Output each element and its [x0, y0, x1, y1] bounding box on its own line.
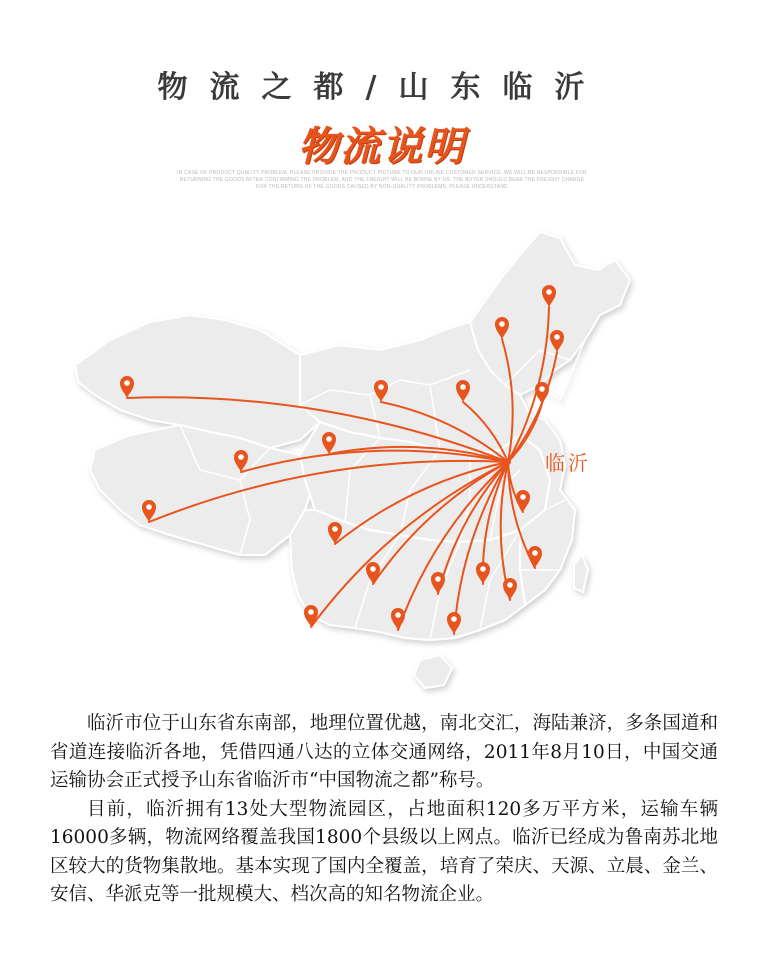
page-subtitle: 物流之都/山东临沂: [157, 70, 607, 105]
page-title: 物流说明: [298, 124, 466, 170]
map-island-hainan: [414, 655, 452, 688]
paragraph-current: 目前，临沂拥有13处大型物流园区，占地面积120多万平方米，运输车辆16000多辆，物流网络覆盖我国1800个县级以上网点。临沂已经成为鲁南苏北地区较大的货物集散地。基本实现了国内全覆盖，培育了荣庆、天源、立晨、金兰、安信、华派克等一批规模大、档次高的知名物流企业。: [50, 798, 718, 905]
map-region-northeast: [470, 232, 630, 395]
fine-print-line: IN CASE OF PRODUCT QUALITY PROBLEM, PLEASE PROVIDE THE PRODUCT PICTURE TO OUR ONLINE CUSTOMER SERVICE. WE WILL BE RESPONSIBLE FOR: [177, 170, 587, 176]
hub-point: [505, 459, 511, 465]
china-logistics-map: [0, 210, 764, 700]
fine-print: [160, 170, 604, 191]
hub-city-label: 临沂: [545, 451, 591, 475]
map-region-northwest: [75, 315, 320, 448]
map-island-taiwan: [574, 555, 588, 592]
paragraph-intro: 临沂市位于山东省东南部，地理位置优越，南北交汇，海陆兼济，多条国道和省道连接临沂各地，凭借四通八达的立体交通网络，2011年8月10日，中国交通运输协会正式授予山东省临沂市“中国物流之都”称号。: [50, 713, 718, 791]
fine-print-line: FOR THE RETURN OF THE GOODS CAUSED BY NON-QUALITY PROBLEMS. PLEASE UNDERSTAND: [256, 184, 508, 190]
map-pin-icon: [304, 605, 318, 627]
map-svg: [0, 210, 764, 700]
description-text: [50, 710, 718, 910]
fine-print-line: RETURNING THE GOODS AFTER CONFIRMING THE PROBLEM, AND THE FREIGHT WILL BE BORNE BY US. THE BUYER SHOULD BEAR THE FREIGHT CHARGE: [179, 177, 585, 183]
map-pin-icon: [535, 382, 549, 404]
